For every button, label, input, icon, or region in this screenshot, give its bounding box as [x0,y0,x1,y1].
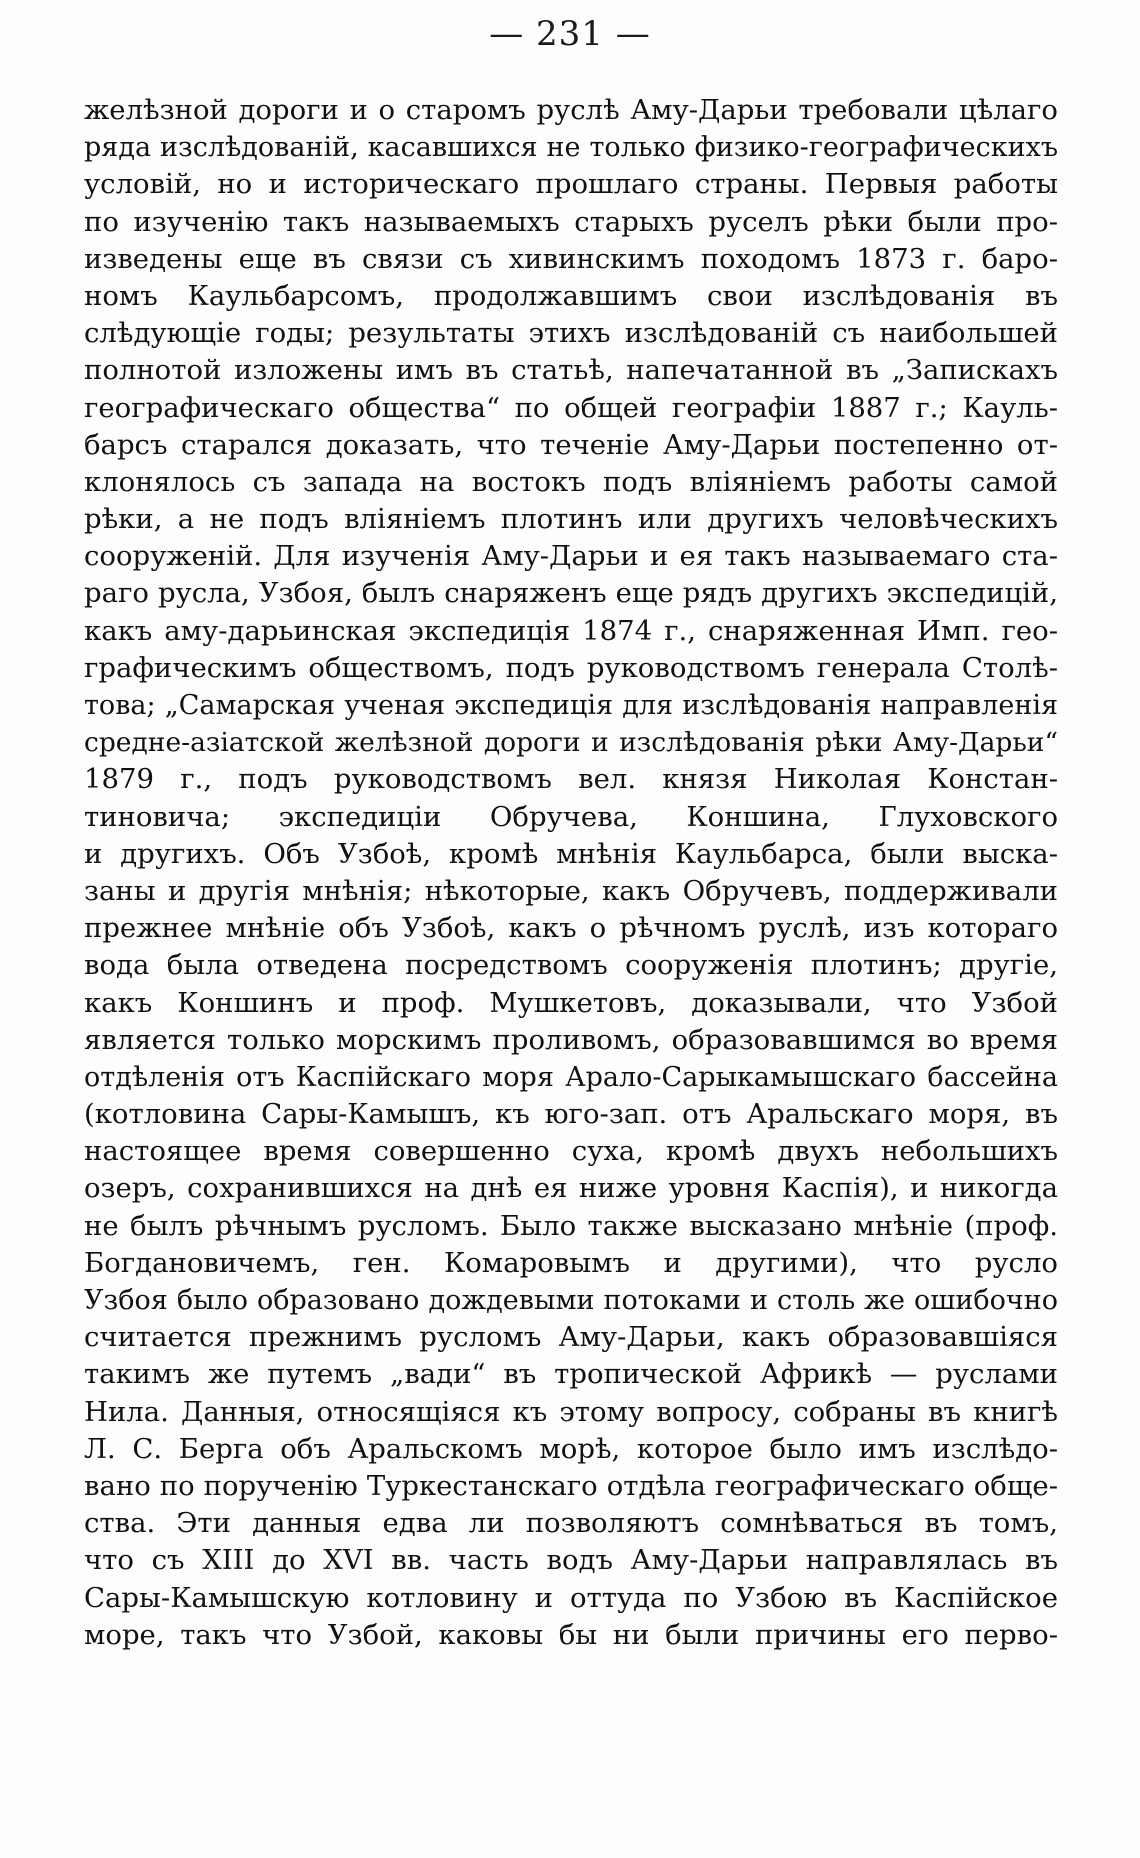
body-text [84,92,1058,1654]
text-line: не былъ рѣчнымъ русломъ. Было также высказано мнѣніе (проф. [84,1209,1058,1242]
text-line: озеръ, сохранившихся на днѣ ея ниже уровня Каспія), и никогда [84,1172,1058,1205]
text-line: какъ Коншинъ и проф. Мушкетовъ, доказывали, что Узбой [84,986,1058,1019]
text-line: вано по порученію Туркестанскаго отдѣла географическаго обще- [84,1469,1058,1502]
text-line: барсъ старался доказать, что теченіе Аму-Дарьи постепенно от- [84,428,1058,461]
text-line: Сары-Камышскую котловину и оттуда по Узбою въ Каспійское [84,1581,1058,1614]
text-line: графическимъ обществомъ, подъ руководствомъ генерала Столѣ- [84,651,1058,684]
text-line: (котловина Сары-Камышъ, къ юго-зап. отъ Аральскаго моря, въ [84,1098,1058,1131]
text-line: географическаго общества“ по общей географіи 1887 г.; Кауль- [84,391,1058,424]
text-line: средне-азіатской желѣзной дороги и изслѣдованія рѣки Аму-Дарьи“ [84,727,1058,759]
text-line: что съ XIII до XVI вв. часть водъ Аму-Дарьи направлялась въ [84,1544,1058,1577]
text-line: отдѣленія отъ Каспійскаго моря Арало-Сарыкамышскаго бассейна [84,1061,1058,1093]
text-line: условій, но и историческаго прошлаго страны. Первыя работы [84,168,1058,201]
text-line: море, такъ что Узбой, каковы бы ни были причины его перво- [84,1618,1058,1651]
text-line: настоящее время совершенно суха, кромѣ двухъ небольшихъ [84,1135,1058,1168]
text-line: рѣки, а не подъ вліяніемъ плотинъ или другихъ человѣческихъ [84,503,1058,536]
text-line: прежнее мнѣніе объ Узбоѣ, какъ о рѣчномъ руслѣ, изъ котораго [84,912,1058,945]
text-line: ства. Эти данныя едва ли позволяютъ сомнѣваться въ томъ, [84,1507,1058,1540]
text-line: желѣзной дороги и о старомъ руслѣ Аму-Дарьи требовали цѣлаго [84,94,1058,126]
text-line: какъ аму-дарьинская экспедиція 1874 г., снаряженная Имп. гео- [84,614,1058,647]
text-line: и другихъ. Объ Узбоѣ, кромѣ мнѣнія Каульбарса, были выска- [84,837,1058,870]
text-line: раго русла, Узбоя, былъ снаряженъ еще рядъ другихъ экспедицій, [84,577,1058,610]
text-line: Л. С. Берга объ Аральскомъ морѣ, которое было имъ изслѣдо- [84,1432,1058,1465]
text-line: Узбоя было образовано дождевыми потоками и столь же ошибочно [84,1285,1058,1316]
text-line: Богдановичемъ, ген. Комаровымъ и другими), что русло [84,1246,1058,1279]
text-line: тиновича; экспедиціи Обручева, Коншина, Глуховского [84,800,1058,833]
text-line: сооруженій. Для изученія Аму-Дарьи и ея такъ называемаго ста- [84,540,1058,573]
text-line: вода была отведена посредствомъ сооруженія плотинъ; другіе, [84,949,1058,982]
text-line: полнотой изложены имъ въ статьѣ, напечатанной въ „Запискахъ [84,354,1058,387]
text-line: 1879 г., подъ руководствомъ вел. князя Николая Констан- [84,763,1058,796]
text-line: слѣдующіе годы; результаты этихъ изслѣдованій съ наибольшей [84,317,1058,350]
text-line: Нила. Данныя, относящіяся къ этому вопросу, собраны въ книгѣ [84,1395,1058,1428]
text-line: клонялось съ запада на востокъ подъ вліяніемъ работы самой [84,465,1058,498]
text-line: такимъ же путемъ „вади“ въ тропической Африкѣ — руслами [84,1358,1058,1391]
text-line: номъ Каульбарсомъ, продолжавшимъ свои изслѣдованія въ [84,279,1058,312]
text-line: това; „Самарская ученая экспедиція для изслѣдованія направленія [84,690,1058,721]
text-line: изведены еще въ связи съ хивинскимъ походомъ 1873 г. баро- [84,242,1058,275]
text-line: заны и другія мнѣнія; нѣкоторые, какъ Обручевъ, поддерживали [84,874,1058,907]
text-line: по изученію такъ называемыхъ старыхъ руселъ рѣки были про- [84,205,1058,238]
page-number: — 231 — [489,14,651,54]
text-line: ряда изслѣдованій, касавшихся не только физико-географическихъ [84,132,1058,164]
text-line: считается прежнимъ русломъ Аму-Дарьи, какъ образовавшіяся [84,1321,1058,1354]
text-line: является только морскимъ проливомъ, образовавшимся во время [84,1023,1058,1056]
